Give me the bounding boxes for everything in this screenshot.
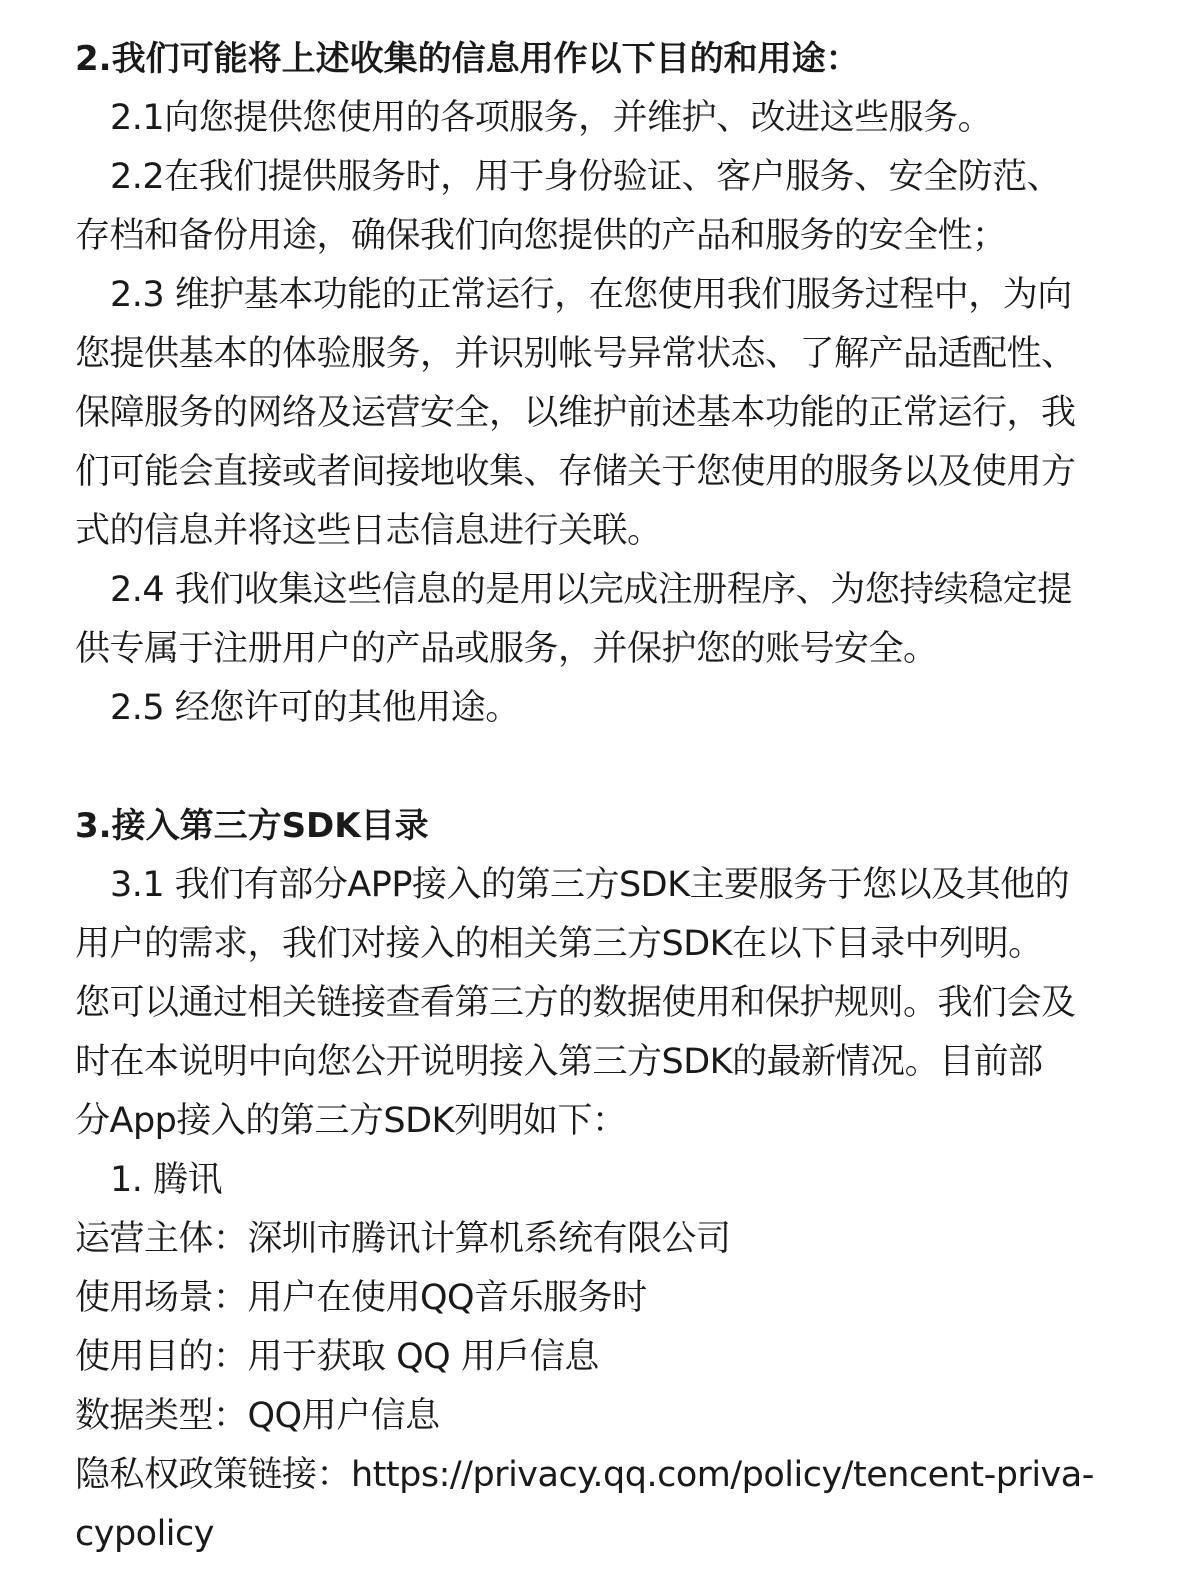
- paragraph-line: 分App接入的第三方SDK列明如下：: [75, 1101, 627, 1141]
- paragraph-line: 您可以通过相关链接查看第三方的数据使用和保护规则。我们会及: [75, 983, 1076, 1023]
- paragraph-line: 2.4 我们收集这些信息的是用以完成注册程序、为您持续稳定提: [110, 570, 1072, 610]
- paragraph-line: 您提供基本的体验服务，并识别帐号异常状态、了解产品适配性、: [75, 334, 1076, 374]
- paragraph-line: 2.5 经您许可的其他用途。: [110, 688, 520, 728]
- paragraph-line: 存档和备份用途，确保我们向您提供的产品和服务的安全性；: [75, 216, 1007, 256]
- sdk-usage-scenario: 使用场景：用户在使用QQ音乐服务时: [75, 1278, 647, 1318]
- document-body: [75, 30, 1115, 1564]
- section-3-heading: 3.接入第三方SDK目录: [75, 806, 429, 846]
- paragraph-line: 2.2在我们提供服务时，用于身份验证、客户服务、安全防范、: [110, 157, 1062, 197]
- paragraph-line: 保障服务的网络及运营安全，以维护前述基本功能的正常运行，我: [75, 393, 1076, 433]
- paragraph-line: 式的信息并将这些日志信息进行关联。: [75, 511, 662, 551]
- sdk-privacy-policy-link-continued[interactable]: cypolicy: [75, 1514, 214, 1554]
- paragraph-line: 用户的需求，我们对接入的相关第三方SDK在以下目录中列明。: [75, 924, 1043, 964]
- paragraph-line: 2.3 维护基本功能的正常运行，在您使用我们服务过程中，为向: [110, 275, 1072, 315]
- paragraph-line: 3.1 我们有部分APP接入的第三方SDK主要服务于您以及其他的: [110, 865, 1070, 905]
- paragraph-line: 2.1向您提供您使用的各项服务，并维护、改进这些服务。: [110, 98, 993, 138]
- section-2-heading: 2.我们可能将上述收集的信息用作以下目的和用途：: [75, 39, 860, 79]
- sdk-data-type: 数据类型：QQ用户信息: [75, 1396, 440, 1436]
- sdk-privacy-policy-link[interactable]: 隐私权政策链接：https://privacy.qq.com/policy/tencent-priva-: [75, 1455, 1094, 1495]
- sdk-list-item-title: 1. 腾讯: [110, 1160, 223, 1200]
- paragraph-line: 时在本说明中向您公开说明接入第三方SDK的最新情况。目前部: [75, 1042, 1043, 1082]
- sdk-operator: 运营主体：深圳市腾讯计算机系统有限公司: [75, 1219, 731, 1259]
- section-spacer: [75, 738, 1115, 797]
- paragraph-line: 们可能会直接或者间接地收集、存储关于您使用的服务以及使用方: [75, 452, 1076, 492]
- sdk-usage-purpose: 使用目的：用于获取 QQ 用戶信息: [75, 1337, 599, 1377]
- paragraph-line: 供专属于注册用户的产品或服务，并保护您的账号安全。: [75, 629, 938, 669]
